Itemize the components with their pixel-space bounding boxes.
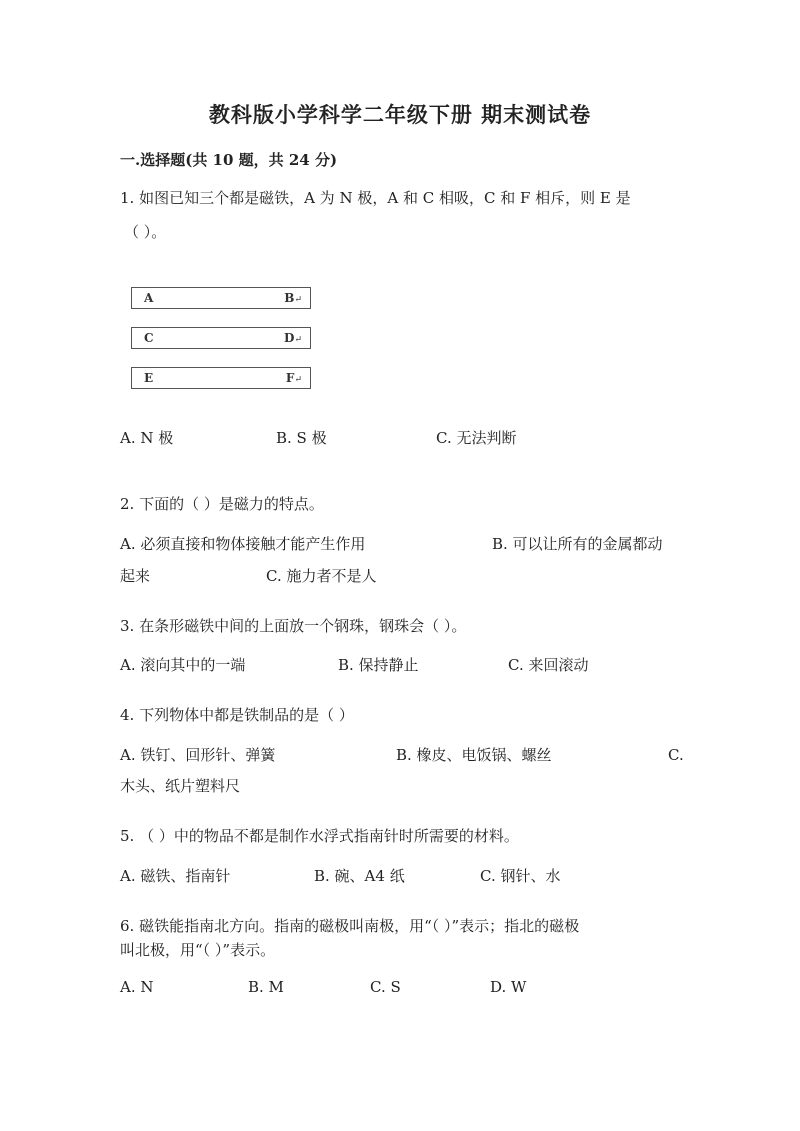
question-5-option-c: C. 钢针、水	[480, 867, 561, 885]
question-1-stem-cont: （ ）。	[124, 223, 167, 241]
question-4-stem: 4. 下列物体中都是铁制品的是（ ）	[120, 706, 354, 724]
magnet-pole-e: E	[144, 371, 154, 385]
question-1-option-b: B. S 极	[276, 429, 327, 447]
magnet-pole-f: F↵	[285, 371, 302, 385]
question-4-option-c-cont: 木头、纸片塑料尺	[120, 777, 241, 795]
magnet-pole-b: B↵	[284, 291, 302, 305]
magnet-pole-a: A	[144, 291, 154, 305]
return-mark-icon: ↵	[294, 375, 302, 385]
section-heading: 一.选择题(共 10 题，共 24 分)	[120, 151, 338, 169]
question-6-option-c: C. S	[370, 978, 401, 996]
question-6-option-a: A. N	[120, 978, 154, 996]
question-1-stem: 1. 如图已知三个都是磁铁，A 为 N 极，A 和 C 相吸，C 和 F 相斥，则 E 是	[120, 189, 631, 207]
question-2-stem: 2. 下面的（ ）是磁力的特点。	[120, 495, 324, 513]
question-1-option-a: A. N 极	[120, 429, 174, 447]
question-3-option-a: A. 滚向其中的一端	[120, 656, 246, 674]
question-2-option-c: C. 施力者不是人	[266, 567, 377, 585]
magnet-ef	[131, 367, 311, 389]
question-4-option-b: B. 橡皮、电饭锅、螺丝	[396, 746, 552, 764]
question-6-stem-cont: 叫北极，用“（ ）”表示。	[120, 941, 276, 959]
magnet-pole-c: C	[144, 331, 154, 345]
question-6-option-b: B. M	[248, 978, 284, 996]
return-mark-icon: ↵	[294, 295, 302, 305]
question-2-option-a: A. 必须直接和物体接触才能产生作用	[120, 535, 366, 553]
page-title: 教科版小学科学二年级下册 期末测试卷	[208, 102, 592, 127]
question-5-option-b: B. 碗、A4 纸	[314, 867, 405, 885]
magnet-ab	[131, 287, 311, 309]
question-5-stem: 5. （ ）中的物品不都是制作水浮式指南针时所需要的材料。	[120, 827, 519, 845]
question-2-option-b: B. 可以让所有的金属都动	[492, 535, 663, 553]
magnet-pole-d: D↵	[284, 331, 302, 345]
question-1-option-c: C. 无法判断	[436, 429, 517, 447]
question-4-option-c: C.	[668, 746, 684, 764]
question-6-option-d: D. W	[490, 978, 527, 996]
question-6-stem: 6. 磁铁能指南北方向。指南的磁极叫南极，用“（ ）”表示；指北的磁极	[120, 917, 580, 935]
question-3-option-b: B. 保持静止	[338, 656, 419, 674]
question-3-option-c: C. 来回滚动	[508, 656, 589, 674]
magnet-cd	[131, 327, 311, 349]
question-4-option-a: A. 铁钉、回形针、弹簧	[120, 746, 276, 764]
return-mark-icon: ↵	[294, 335, 302, 345]
question-2-option-b-cont: 起来	[120, 567, 151, 585]
question-5-option-a: A. 磁铁、指南针	[120, 867, 231, 885]
question-3-stem: 3. 在条形磁铁中间的上面放一个钢珠，钢珠会（ ）。	[120, 617, 467, 635]
